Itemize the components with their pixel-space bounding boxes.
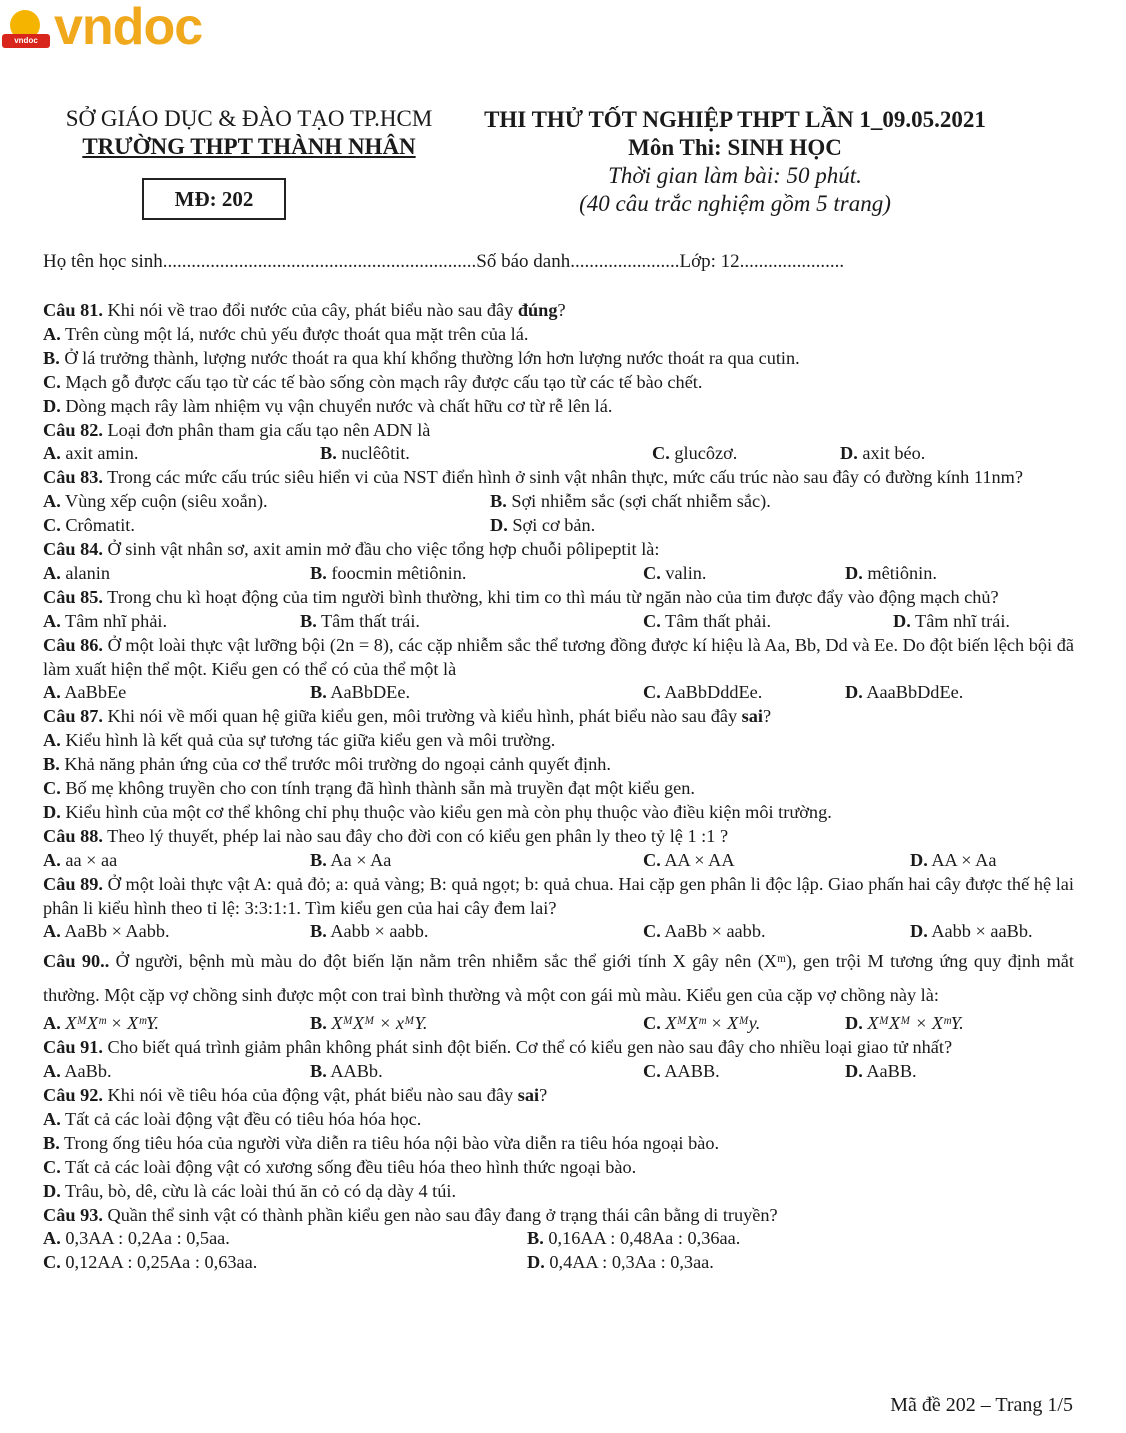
option-letter: B. — [310, 1013, 327, 1034]
question-number: Câu 93. — [43, 1204, 103, 1225]
option-letter: D. — [490, 515, 508, 536]
question-stem — [43, 944, 1074, 1012]
option-letter: D. — [910, 921, 928, 942]
answer-option[interactable] — [43, 514, 135, 538]
option-text: Trâu, bò, dê, cừu là các loài thú ăn cỏ có dạ dày 4 túi. — [65, 1180, 457, 1201]
option-letter: B. — [490, 491, 507, 512]
option-letter: D. — [845, 682, 863, 703]
option-letter: A. — [43, 1108, 61, 1129]
option-text: Aabb × aabb. — [330, 921, 429, 942]
option-letter: D. — [43, 395, 61, 416]
option-text: AA × AA — [664, 849, 735, 870]
option-letter: A. — [43, 682, 61, 703]
option-text: mêtiônin. — [867, 562, 937, 583]
option-text: Tâm nhĩ trái. — [915, 610, 1010, 631]
answer-option[interactable] — [643, 1060, 720, 1084]
question-text: Theo lý thuyết, phép lai nào sau đây cho đời con có kiểu gen phân ly theo tỷ lệ 1 :1 ? — [102, 825, 729, 846]
answer-option[interactable] — [43, 801, 1074, 825]
answer-option[interactable] — [643, 920, 766, 944]
option-text: Trong ống tiêu hóa của người vừa diễn ra tiêu hóa nội bào vừa diễn ra tiêu hóa ngoại bào. — [64, 1132, 720, 1153]
option-letter: C. — [43, 1156, 61, 1177]
option-letter: C. — [43, 778, 61, 799]
option-letter: D. — [43, 1180, 61, 1201]
option-letter: D. — [845, 562, 863, 583]
option-letter: B. — [310, 682, 327, 703]
question-text: Ở một loài thực vật lưỡng bội (2n = 8), các cặp nhiễm sắc thể tương đồng được kí hiệu là Aa, Bb, Dd và Ee. Do đột biến lệch bội đã làm xuất hiện thể một. Kiểu gen có thể có của thể một là — [43, 634, 1074, 679]
question-text: Trong chu kì hoạt động của tim người bình thường, khi tim co thì máu từ ngăn nào của tim được đẩy vào động mạch chủ? — [102, 586, 999, 607]
answer-option[interactable] — [43, 1132, 1074, 1156]
answer-option[interactable] — [320, 442, 410, 466]
option-text: Trên cùng một lá, nước chủ yếu được thoát qua mặt trên của lá. — [65, 323, 529, 344]
option-row — [43, 1227, 1074, 1251]
option-text: AABB. — [664, 1061, 720, 1082]
question-number: Câu 92. — [43, 1085, 103, 1106]
question-text: Loại đơn phân tham gia cấu tạo nên ADN là — [102, 419, 431, 440]
option-letter: A. — [43, 610, 61, 631]
option-text: AaBbDddEe. — [664, 682, 763, 703]
option-letter: B. — [43, 1132, 60, 1153]
question-text: Khi nói về trao đổi nước của cây, phát biểu nào sau đây — [102, 300, 518, 320]
question-text: Ở một loài thực vật A: quả đỏ; a: quả vàng; B: quả ngọt; b: quả chua. Hai cặp gen phân li độc lập. Giao phấn hai cây được thế hệ lai phân li kiểu hình theo tỉ lệ: 3:3:1:1. Tìm kiểu gen của hai cây đem lai? — [43, 873, 1074, 918]
answer-option[interactable] — [845, 562, 937, 586]
question-number: Câu 89. — [43, 873, 104, 894]
question-stem — [43, 1084, 1074, 1108]
option-letter: C. — [652, 443, 670, 464]
option-letter: A. — [43, 730, 61, 751]
option-letter: C. — [43, 1252, 61, 1273]
option-letter: A. — [43, 562, 61, 583]
answer-option[interactable] — [310, 920, 428, 944]
question — [43, 873, 1074, 945]
question-stem — [43, 873, 1074, 921]
answer-option[interactable] — [43, 610, 167, 634]
option-text: AaBb × aabb. — [664, 921, 766, 942]
question-stem — [43, 299, 1074, 323]
option-letter: C. — [43, 371, 61, 392]
question-text-end: ? — [763, 706, 772, 727]
question — [43, 634, 1074, 706]
option-text: Vùng xếp cuộn (siêu xoắn). — [65, 491, 268, 512]
option-text: 0,3AA : 0,2Aa : 0,5aa. — [65, 1228, 230, 1249]
option-letter: B. — [527, 1228, 544, 1249]
option-text: AaBbDEe. — [330, 682, 411, 703]
option-text: Tâm thất trái. — [321, 610, 421, 631]
question — [43, 419, 1074, 467]
question-text: Ở sinh vật nhân sơ, axit amin mở đầu cho việc tổng hợp chuỗi pôlipeptit là: — [102, 539, 660, 560]
question-stem — [43, 634, 1074, 682]
option-row — [43, 681, 1074, 705]
question-number: Câu 82. — [43, 419, 103, 440]
question — [43, 1204, 1074, 1276]
answer-option[interactable] — [43, 1012, 159, 1036]
subject: Môn Thi: SINH HỌC — [628, 135, 842, 160]
option-letter: C. — [43, 515, 61, 536]
answer-option[interactable] — [43, 395, 1074, 419]
option-text: Khả năng phản ứng của cơ thể trước môi trường do ngoại cảnh quyết định. — [64, 754, 611, 775]
exam-code: MĐ: 202 — [142, 178, 286, 220]
question-number: Câu 81. — [43, 300, 103, 320]
option-letter: B. — [320, 443, 337, 464]
option-text: Bố mẹ không truyền cho con tính trạng đã hình thành sẵn mà truyền đạt một kiểu gen. — [65, 778, 695, 799]
option-text: Kiểu hình của một cơ thể không chỉ phụ thuộc vào kiểu gen mà còn phụ thuộc vào điều kiện môi trường. — [65, 801, 832, 822]
exam-note: (40 câu trắc nghiệm gồm 5 trang) — [579, 191, 891, 216]
option-text: XᴹXᴹ × XᵐY. — [867, 1013, 964, 1034]
option-text: Tất cả các loài động vật có xương sống đều tiêu hóa theo hình thức ngoại bào. — [65, 1156, 637, 1177]
answer-option[interactable] — [310, 562, 466, 586]
school-name: TRƯỜNG THPT THÀNH NHÂN — [82, 134, 416, 159]
answer-option[interactable] — [43, 1108, 1074, 1132]
option-text: XᴹXᴹ × xᴹY. — [331, 1013, 428, 1034]
option-text: Ở lá trưởng thành, lượng nước thoát ra qua khí khổng thường lớn hơn lượng nước thoát ra qua cutin. — [64, 347, 800, 368]
question-list — [43, 299, 1074, 1275]
option-text: 0,16AA : 0,48Aa : 0,36aa. — [548, 1228, 741, 1249]
department: SỞ GIÁO DỤC & ĐÀO TẠO TP.HCM — [65, 106, 433, 131]
option-letter: B. — [310, 1061, 327, 1082]
option-text: Tất cả các loài động vật đều có tiêu hóa hóa học. — [65, 1108, 422, 1129]
option-row — [43, 442, 1074, 466]
option-text: Aabb × aaBb. — [931, 921, 1033, 942]
question-text: Ở người, bệnh mù màu do đột biến lặn nằm trên nhiễm sắc thể giới tính X gây nên (Xᵐ), gen trội M tương ứng quy định mắt thường. Một cặp vợ chồng sinh được một con trai bình thường và một con gái mù màu. Kiểu gen của cặp vợ chồng này là: — [43, 951, 1074, 1006]
option-letter: A. — [43, 849, 61, 870]
answer-option[interactable] — [643, 610, 771, 634]
question-stem — [43, 419, 1074, 443]
answer-option[interactable] — [643, 849, 735, 873]
option-letter: A. — [43, 491, 61, 512]
answer-option[interactable] — [43, 777, 1074, 801]
question-emphasis: đúng — [517, 300, 558, 320]
option-text: 0,12AA : 0,25Aa : 0,63aa. — [65, 1252, 258, 1273]
option-text: AaBb × Aabb. — [64, 921, 170, 942]
option-letter: A. — [43, 443, 61, 464]
option-text: axit béo. — [862, 443, 926, 464]
option-letter: C. — [643, 610, 661, 631]
answer-option[interactable] — [893, 610, 1010, 634]
option-text: 0,4AA : 0,3Aa : 0,3aa. — [549, 1252, 714, 1273]
header-right — [462, 106, 1008, 218]
question-number: Câu 91. — [43, 1037, 103, 1058]
answer-option[interactable] — [310, 1060, 383, 1084]
option-letter: C. — [643, 849, 661, 870]
question — [43, 944, 1074, 1036]
question-text-end: ? — [539, 1085, 548, 1106]
question — [43, 825, 1074, 873]
option-row — [43, 1251, 1074, 1275]
answer-option[interactable] — [845, 1060, 917, 1084]
question-number: Câu 86. — [43, 634, 103, 655]
question-number: Câu 87. — [43, 706, 103, 727]
answer-option[interactable] — [43, 920, 170, 944]
option-text: glucôzơ. — [674, 443, 738, 464]
option-row — [43, 562, 1074, 586]
option-letter: A. — [43, 921, 61, 942]
option-letter: B. — [300, 610, 317, 631]
question-text-end: ? — [557, 300, 566, 320]
option-letter: D. — [845, 1013, 863, 1034]
answer-option[interactable] — [43, 681, 126, 705]
option-text: nuclêôtit. — [341, 443, 410, 464]
answer-option[interactable] — [43, 1251, 257, 1275]
option-text: AABb. — [330, 1061, 383, 1082]
answer-option[interactable] — [490, 490, 771, 514]
logo-text: vndoc — [54, 0, 203, 56]
question-emphasis: sai — [741, 706, 764, 727]
answer-option[interactable] — [910, 920, 1033, 944]
option-letter: C. — [643, 562, 661, 583]
student-info-line: Họ tên học sinh..................................................................Số báo danh.......................Lớp: 12...................... — [43, 251, 845, 272]
option-text: alanin — [65, 562, 111, 583]
option-text: XᴹXᵐ × Xᴹy. — [665, 1013, 761, 1034]
option-text: Mạch gỗ được cấu tạo từ các tế bào sống còn mạch rây được cấu tạo từ các tế bào chết. — [65, 371, 703, 392]
question-text: Khi nói về mối quan hệ giữa kiểu gen, môi trường và kiểu hình, phát biểu nào sau đây — [102, 706, 742, 727]
question-stem — [43, 705, 1074, 729]
answer-option[interactable] — [643, 1012, 760, 1036]
option-text: aa × aa — [65, 849, 118, 870]
question-stem — [43, 825, 1074, 849]
option-text: axit amin. — [65, 443, 139, 464]
question — [43, 538, 1074, 586]
question-number: Câu 85. — [43, 586, 103, 607]
question-stem — [43, 1036, 1074, 1060]
option-text: Sợi cơ bản. — [512, 515, 596, 536]
answer-option[interactable] — [43, 562, 110, 586]
option-letter: A. — [43, 323, 61, 344]
answer-option[interactable] — [845, 1012, 964, 1036]
option-text: AaaBbDdEe. — [866, 682, 964, 703]
question — [43, 299, 1074, 419]
question-stem — [43, 538, 1074, 562]
answer-option[interactable] — [527, 1251, 714, 1275]
exam-time: Thời gian làm bài: 50 phút. — [608, 163, 862, 188]
question-emphasis: sai — [517, 1085, 540, 1106]
option-row — [43, 514, 1074, 538]
mascot-icon: vndoc — [2, 4, 50, 50]
header-left — [40, 106, 458, 160]
option-text: AaBB. — [866, 1061, 917, 1082]
answer-option[interactable] — [43, 347, 1074, 371]
question-stem — [43, 466, 1074, 490]
option-row — [43, 1012, 1074, 1036]
answer-option[interactable] — [43, 729, 1074, 753]
answer-option[interactable] — [300, 610, 420, 634]
answer-option[interactable] — [643, 681, 762, 705]
option-text: AaBbEe — [64, 682, 127, 703]
option-row — [43, 849, 1074, 873]
option-letter: D. — [910, 849, 928, 870]
answer-option[interactable] — [910, 849, 997, 873]
answer-option[interactable] — [43, 1180, 1074, 1204]
question-number: Câu 88. — [43, 825, 103, 846]
option-letter: C. — [643, 1013, 661, 1034]
option-text: Kiểu hình là kết quả của sự tương tác giữa kiểu gen và môi trường. — [65, 730, 556, 751]
question-text: Quần thể sinh vật có thành phần kiểu gen nào sau đây đang ở trạng thái cân bằng di truyền? — [102, 1204, 778, 1225]
answer-option[interactable] — [43, 1227, 230, 1251]
option-letter: D. — [527, 1252, 545, 1273]
question — [43, 1036, 1074, 1084]
option-text: foocmin mêtiônin. — [331, 562, 467, 583]
option-letter: A. — [43, 1228, 61, 1249]
answer-option[interactable] — [490, 514, 595, 538]
answer-option[interactable] — [310, 849, 391, 873]
option-row — [43, 610, 1074, 634]
option-row — [43, 920, 1074, 944]
option-text: Tâm nhĩ phải. — [65, 610, 168, 631]
option-letter: C. — [643, 682, 661, 703]
exam-title: THI THỬ TỐT NGHIỆP THPT LẦN 1_09.05.2021 — [484, 107, 986, 132]
question — [43, 1084, 1074, 1204]
option-letter: A. — [43, 1013, 61, 1034]
question-number: Câu 83. — [43, 467, 103, 488]
option-text: AA × Aa — [931, 849, 997, 870]
option-letter: D. — [845, 1061, 863, 1082]
option-letter: A. — [43, 1061, 61, 1082]
answer-option[interactable] — [840, 442, 925, 466]
option-letter: D. — [893, 610, 911, 631]
option-row — [43, 490, 1074, 514]
question-text: Khi nói về tiêu hóa của động vật, phát biểu nào sau đây — [102, 1085, 518, 1106]
question-text: Trong các mức cấu trúc siêu hiển vi của NST điển hình ở sinh vật nhân thực, mức cấu trúc nào sau đây có đường kính 11nm? — [102, 467, 1023, 488]
answer-option[interactable] — [310, 1012, 427, 1036]
option-letter: D. — [43, 801, 61, 822]
option-letter: B. — [43, 754, 60, 775]
question — [43, 586, 1074, 634]
option-letter: C. — [643, 921, 661, 942]
option-letter: B. — [310, 849, 327, 870]
option-text: Tâm thất phải. — [665, 610, 772, 631]
question — [43, 705, 1074, 825]
question-text: Cho biết quá trình giảm phân không phát sinh đột biến. Cơ thể có kiểu gen nào sau đây cho nhiều loại giao tử nhất? — [102, 1037, 953, 1058]
option-text: Sợi nhiễm sắc (sợi chất nhiễm sắc). — [511, 491, 771, 512]
answer-option[interactable] — [43, 490, 268, 514]
answer-option[interactable] — [43, 1156, 1074, 1180]
option-text: valin. — [665, 562, 707, 583]
answer-option[interactable] — [310, 681, 410, 705]
option-letter: C. — [643, 1061, 661, 1082]
answer-option[interactable] — [43, 849, 117, 873]
answer-option[interactable] — [652, 442, 737, 466]
answer-option[interactable] — [43, 753, 1074, 777]
option-text: Dòng mạch rây làm nhiệm vụ vận chuyển nước và chất hữu cơ từ rễ lên lá. — [65, 395, 613, 416]
option-letter: B. — [43, 347, 60, 368]
option-row — [43, 1060, 1074, 1084]
question-number: Câu 84. — [43, 539, 103, 560]
question-number: Câu 90.. — [43, 951, 110, 972]
answer-option[interactable] — [845, 681, 963, 705]
option-letter: B. — [310, 562, 327, 583]
option-text: XᴹXᵐ × XᵐY. — [65, 1013, 159, 1034]
option-text: Crômatit. — [65, 515, 135, 536]
question-stem — [43, 1204, 1074, 1228]
option-text: Aa × Aa — [330, 849, 392, 870]
answer-option[interactable] — [43, 1060, 112, 1084]
vndoc-logo — [2, 0, 203, 56]
answer-option[interactable] — [643, 562, 706, 586]
option-letter: D. — [840, 443, 858, 464]
answer-option[interactable] — [43, 371, 1074, 395]
page-footer: Mã đề 202 – Trang 1/5 — [890, 1394, 1073, 1416]
question-stem — [43, 586, 1074, 610]
question — [43, 466, 1074, 538]
answer-option[interactable] — [43, 442, 138, 466]
answer-option[interactable] — [43, 323, 1074, 347]
option-letter: B. — [310, 921, 327, 942]
answer-option[interactable] — [527, 1227, 740, 1251]
option-text: AaBb. — [64, 1061, 112, 1082]
